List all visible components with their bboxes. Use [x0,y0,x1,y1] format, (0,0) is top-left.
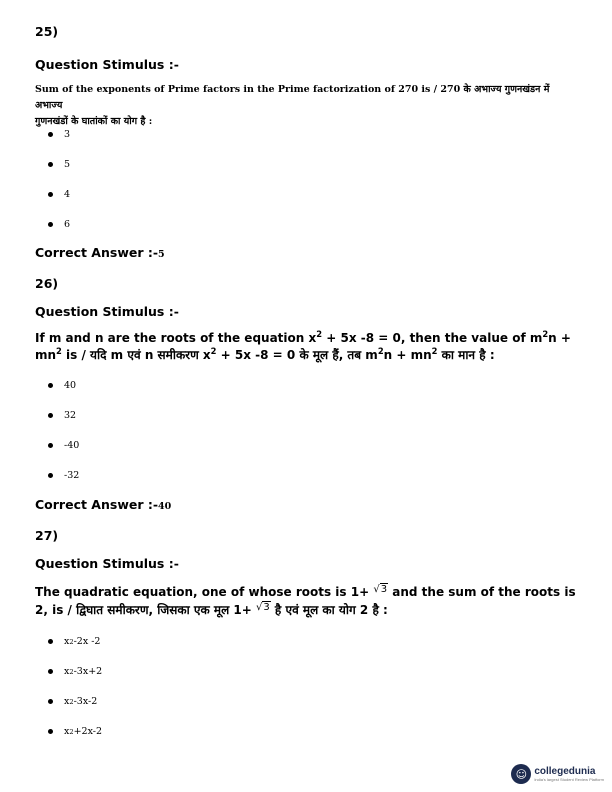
question-stimulus-label-26: Question Stimulus :- [35,304,179,319]
option-27-d: x 2 +2x-2 [48,726,102,737]
question-number-27: 27) [35,528,59,543]
option-25-a: 3 [48,129,70,140]
bullet-icon [48,443,53,448]
question-stem-26: If m and n are the roots of the equation $x^2 + 5x$ -8 = 0, then the value of $m^2n$ + $mn^2$ is / यदि m एवं n समीकरण $x^2 + 5x$ -8 = 0 के मूल हैं, तब $m^2n + mn^2$ का मान है : [35,329,571,362]
bullet-icon [48,729,53,734]
collegedunia-logo [511,764,604,784]
question-stimulus-label-27: Question Stimulus :- [35,556,179,571]
option-27-a: x 2 -2x -2 [48,636,100,647]
bullet-icon [48,383,53,388]
option-25-d: 6 [48,219,70,230]
question-stimulus-label-25: Question Stimulus :- [35,57,179,72]
bullet-icon [48,413,53,418]
square-root-symbol: √3 [373,584,388,595]
option-25-c: 4 [48,189,70,200]
logo-tagline: India's largest Student Review Platform [534,776,604,782]
bullet-icon [48,473,53,478]
question-number-26: 26) [35,276,59,291]
mascot-icon: ☺ [511,764,531,784]
square-root-symbol: √3 [255,602,270,613]
correct-answer-25: Correct Answer :-5 [35,245,165,260]
option-27-c: x 2 -3x-2 [48,696,97,707]
option-26-d: -32 [48,470,79,481]
logo-text: collegedunia [534,765,596,777]
bullet-icon [48,639,53,644]
bullet-icon [48,699,53,704]
bullet-icon [48,132,53,137]
bullet-icon [48,162,53,167]
option-26-a: 40 [48,380,76,391]
question-number-25: 25) [35,24,59,39]
option-26-c: -40 [48,440,79,451]
option-25-b: 5 [48,159,70,170]
bullet-icon [48,192,53,197]
bullet-icon [48,222,53,227]
option-26-b: 32 [48,410,76,421]
question-stem-27: The quadratic equation, one of whose roots is 1+ √3 and the sum of the roots is 2, is / द्विघात समीकरण, जिसका एक मूल 1+ √3 है एवं मूल का योग 2 है : [35,584,580,620]
question-stem-25: Sum of the exponents of Prime factors in the Prime factorization of 270 is / 270 के अभाज्य गुणनखंडन में अभाज्य गुणनखंडों के घातांकों का योग है : [35,84,550,127]
bullet-icon [48,669,53,674]
correct-answer-26: Correct Answer :-40 [35,497,172,512]
option-27-b: x 2 -3x+2 [48,666,102,677]
